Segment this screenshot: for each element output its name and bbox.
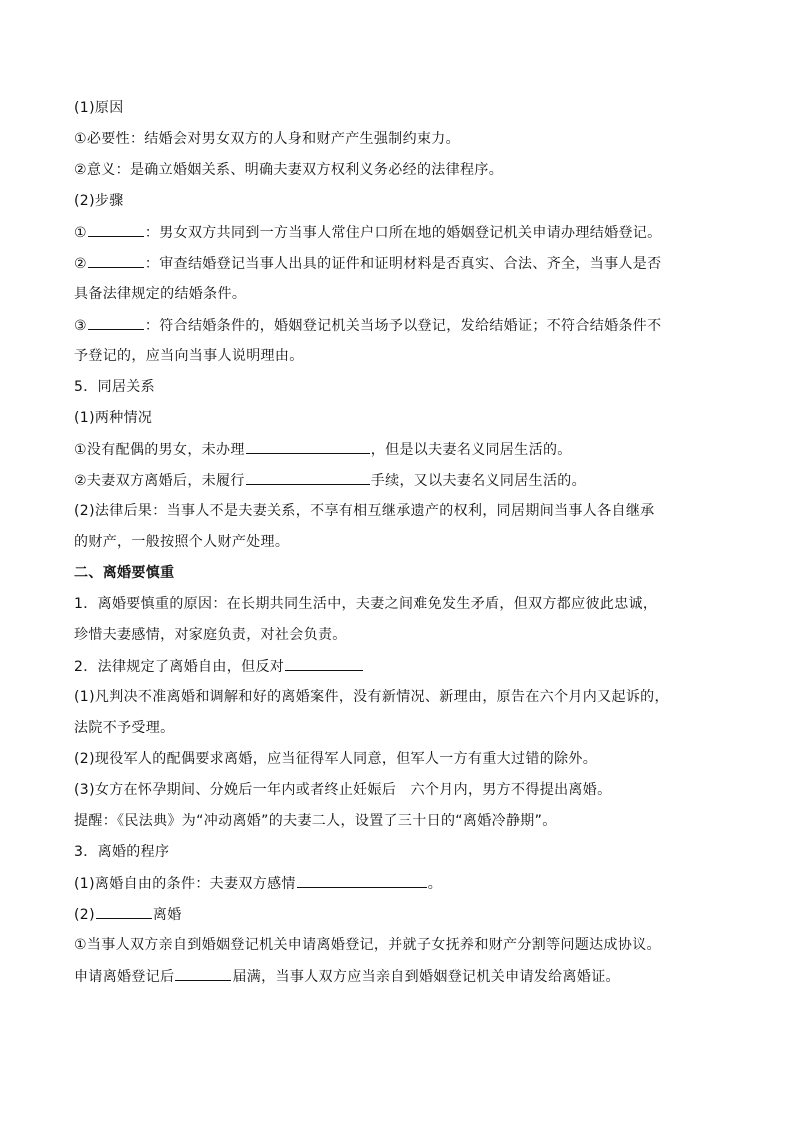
line-text: 手续，又以夫妻名义同居生活的。 [370, 473, 586, 489]
fill-blank [285, 656, 363, 671]
fill-blank [96, 904, 152, 919]
fill-blank [297, 873, 427, 888]
text-line: (2)法律后果：当事人不是夫妻关系，不享有相互继承遗产的权利，同居期间当事人各自继承 [74, 503, 655, 519]
fill-blank [88, 253, 144, 268]
text-line: (3)女方在怀孕期间、分娩后一年内或者终止妊娠后 六个月内，男方不得提出离婚。 [74, 782, 612, 798]
line-text: ，但是以夫妻名义同居生活的。 [370, 442, 572, 458]
text-line: 法院不予受理。 [74, 720, 175, 736]
fill-blank [88, 222, 144, 237]
line-text: 离婚 [152, 907, 182, 923]
line-text: 。 [427, 876, 443, 892]
text-line: 提醒：《民法典》为“冲动离婚”的夫妻二人，设置了三十日的“离婚冷静期”。 [74, 813, 557, 829]
fill-blank [175, 966, 231, 981]
text-line: (1)凡判决不准离婚和调解和好的离婚案件，没有新情况、新理由，原告在六个月内又起诉的， [74, 689, 669, 705]
line-text: ①没有配偶的男女，未办理 [74, 442, 245, 458]
text-line: ①必要性：结婚会对男女双方的人身和财产产生强制约束力。 [74, 131, 460, 147]
text-line [74, 966, 620, 987]
line-text: 2．法律规定了离婚自由，但反对 [74, 659, 285, 675]
text-line: 具备法律规定的结婚条件。 [74, 286, 247, 302]
section-heading: 二、离婚要慎重 [74, 565, 175, 581]
text-line [74, 222, 662, 243]
text-line: ①当事人双方亲自到婚姻登记机关申请离婚登记，并就子女抚养和财产分割等问题达成协议。 [74, 937, 661, 953]
text-line [74, 656, 364, 677]
text-line [74, 904, 182, 925]
text-line: 1．离婚要慎重的原因：在长期共同生活中，夫妻之间难免发生矛盾，但双方都应彼此忠诚， [74, 596, 658, 612]
text-line: (1)原因 [74, 100, 124, 116]
fill-blank [88, 315, 144, 330]
fill-blank [246, 439, 370, 454]
text-line: (1)两种情况 [74, 410, 153, 426]
text-line [74, 315, 662, 336]
line-text: 届满，当事人双方应当亲自到婚姻登记机关申请发给离婚证。 [232, 969, 620, 985]
text-line: 予登记的，应当向当事人说明理由。 [74, 348, 304, 364]
circled-number: ③ [74, 318, 87, 334]
line-text: (2) [74, 907, 95, 923]
circled-number: ① [74, 225, 87, 241]
text-line [74, 439, 572, 460]
text-line [74, 253, 662, 274]
line-text: ：符合结婚条件的，婚姻登记机关当场予以登记，发给结婚证；不符合结婚条件不 [144, 318, 662, 334]
text-line: (2)现役军人的配偶要求离婚，应当征得军人同意，但军人一方有重大过错的除外。 [74, 751, 598, 767]
line-text: 申请离婚登记后 [74, 969, 175, 985]
text-line: 珍惜夫妻感情，对家庭负责，对社会负责。 [74, 627, 347, 643]
text-line [74, 873, 442, 894]
section-heading: 3．离婚的程序 [74, 844, 170, 860]
text-line [74, 470, 586, 491]
line-text: (1)离婚自由的条件：夫妻双方感情 [74, 876, 296, 892]
text-line: (2)步骤 [74, 193, 124, 209]
text-line: 的财产，一般按照个人财产处理。 [74, 534, 290, 550]
line-text: ：男女双方共同到一方当事人常住户口所在地的婚姻登记机关申请办理结婚登记。 [144, 225, 662, 241]
line-text: ②夫妻双方离婚后，未履行 [74, 473, 245, 489]
line-text: ：审查结婚登记当事人出具的证件和证明材料是否真实、合法、齐全，当事人是否 [144, 256, 662, 272]
text-line: ②意义：是确立婚姻关系、明确夫妻双方权利义务必经的法律程序。 [74, 162, 504, 178]
circled-number: ② [74, 256, 87, 272]
fill-blank [246, 470, 370, 485]
section-heading: 5．同居关系 [74, 379, 156, 395]
